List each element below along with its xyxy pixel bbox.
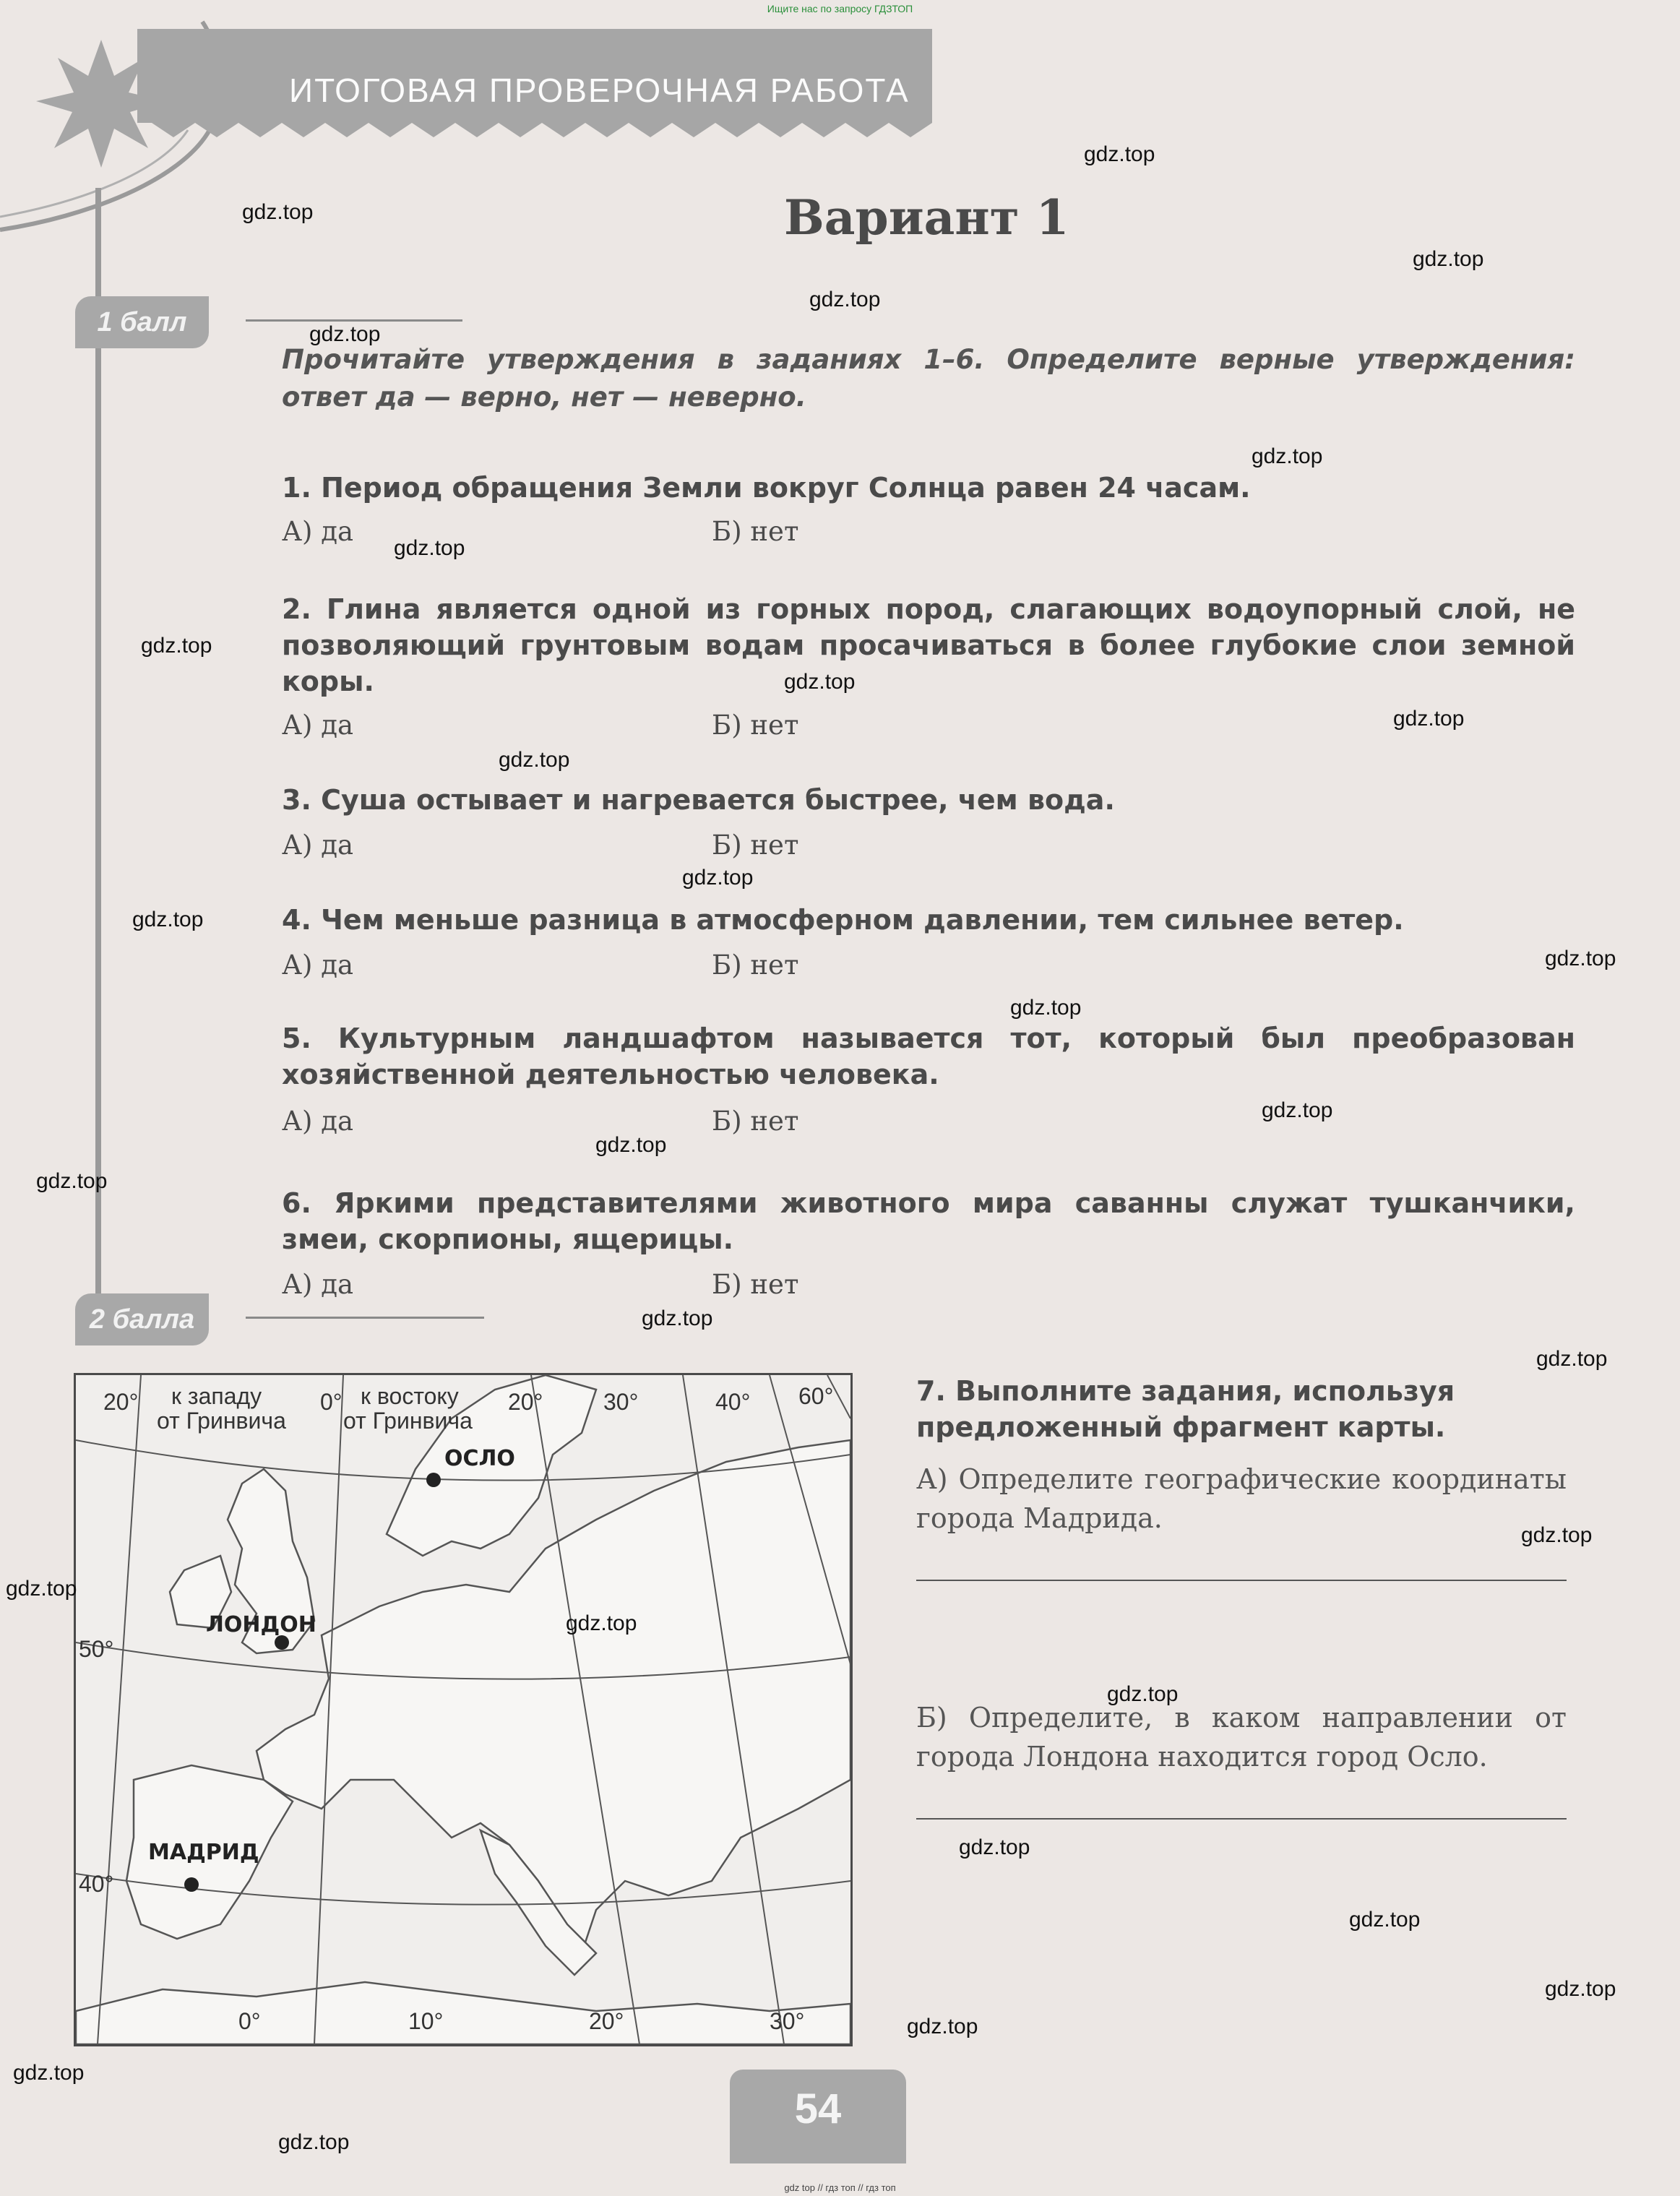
answer-2-no[interactable]: Б) нет bbox=[712, 710, 799, 741]
watermark: gdz.top bbox=[242, 200, 314, 224]
map-tick-bottom-1: 10° bbox=[408, 2008, 444, 2034]
map-tick-top-4: 40° bbox=[715, 1389, 751, 1415]
answer-3-no[interactable]: Б) нет bbox=[712, 830, 799, 861]
watermark: gdz.top bbox=[959, 1835, 1030, 1859]
variant-title: Вариант 1 bbox=[784, 189, 1069, 246]
watermark: gdz.top bbox=[132, 908, 204, 931]
africa-shape bbox=[76, 1982, 850, 2044]
answer-1-no[interactable]: Б) нет bbox=[712, 516, 799, 547]
task7-title: 7. Выполните задания, используя предложенный фрагмент карты. bbox=[916, 1375, 1455, 1443]
map-tick-bottom-3: 30° bbox=[770, 2008, 805, 2034]
watermark: gdz.top bbox=[682, 866, 754, 890]
instructions: Прочитайте утверждения в заданиях 1–6. Определите верные утверждения: ответ да — верно, нет — неверно. bbox=[282, 344, 1575, 413]
madrid-dot bbox=[184, 1877, 199, 1892]
answer-2-yes[interactable]: А) да bbox=[282, 710, 354, 741]
watermark: gdz.top bbox=[1349, 1908, 1421, 1932]
madrid-label: МАДРИД bbox=[148, 1840, 259, 1865]
question-4: 4. Чем меньше разница в атмосферном давлении, тем сильнее ветер. bbox=[282, 904, 1404, 936]
map-tick-top-0: 20° bbox=[103, 1389, 139, 1415]
watermark: gdz.top bbox=[1252, 444, 1323, 468]
watermark: gdz.top bbox=[1413, 247, 1484, 271]
watermark: gdz.top bbox=[6, 1577, 77, 1601]
watermark: gdz.top bbox=[566, 1611, 637, 1635]
london-label: ЛОНДОН bbox=[206, 1612, 316, 1637]
watermark: gdz.top bbox=[1521, 1523, 1593, 1547]
watermark: gdz.top bbox=[141, 634, 212, 658]
map-west-label-1: к западу bbox=[171, 1383, 262, 1409]
question-2: 2. Глина является одной из горных пород, слагающих водоупорный слой, не позволяющий грунтовым водам просачиваться в более глубокие слои земной коры. bbox=[282, 593, 1575, 697]
map-tick-left-0: 50° bbox=[79, 1636, 114, 1662]
badge-2-points: 2 балла bbox=[75, 1293, 209, 1345]
answer-1-yes[interactable]: А) да bbox=[282, 516, 354, 547]
page-number: 54 bbox=[794, 2085, 842, 2132]
answer-5-no[interactable]: Б) нет bbox=[712, 1106, 799, 1137]
watermark: gdz.top bbox=[1107, 1682, 1179, 1706]
task7-b-answer-line[interactable] bbox=[916, 1818, 1567, 1820]
map-east-label-1: к востоку bbox=[361, 1383, 459, 1409]
watermark: gdz.top bbox=[595, 1133, 667, 1157]
europe-map bbox=[74, 1373, 853, 2046]
watermark: gdz.top bbox=[1545, 947, 1616, 970]
watermark: gdz.top bbox=[499, 748, 570, 772]
question-6: 6. Яркими представителями животного мира саванны служат тушканчики, змеи, скорпионы, ящерицы. bbox=[282, 1187, 1575, 1255]
badge-2-line bbox=[246, 1317, 484, 1319]
answer-6-yes[interactable]: А) да bbox=[282, 1269, 354, 1300]
watermark: gdz.top bbox=[1262, 1098, 1333, 1122]
question-1: 1. Период обращения Земли вокруг Солнца равен 24 часам. bbox=[282, 472, 1251, 504]
watermark: gdz.top bbox=[784, 670, 856, 694]
london-dot bbox=[275, 1635, 289, 1650]
oslo-dot bbox=[426, 1473, 441, 1487]
map-tick-top-5: 60° bbox=[798, 1383, 834, 1409]
watermark: gdz.top bbox=[642, 1306, 713, 1330]
answer-4-no[interactable]: Б) нет bbox=[712, 950, 799, 981]
answer-4-yes[interactable]: А) да bbox=[282, 950, 354, 981]
question-5: 5. Культурным ландшафтом называется тот, который был преобразован хозяйственной деятельностью человека. bbox=[282, 1022, 1575, 1090]
watermark: gdz.top bbox=[394, 536, 465, 560]
watermark: gdz.top bbox=[809, 288, 881, 311]
watermark: gdz.top bbox=[1393, 707, 1465, 731]
task7-a-answer-line[interactable] bbox=[916, 1580, 1567, 1581]
margin-line bbox=[95, 188, 101, 1330]
watermark: gdz.top bbox=[13, 2061, 85, 2085]
badge-1-line bbox=[246, 319, 462, 322]
watermark: gdz.top bbox=[278, 2130, 350, 2154]
map-tick-left-1: 40° bbox=[79, 1871, 114, 1897]
task7-b: Б) Определите, в каком направлении от города Лондона находится город Осло. bbox=[916, 1702, 1567, 1773]
map-tick-top-3: 30° bbox=[603, 1389, 639, 1415]
watermark: gdz.top bbox=[309, 322, 381, 346]
answer-6-no[interactable]: Б) нет bbox=[712, 1269, 799, 1300]
watermark: gdz.top bbox=[36, 1169, 108, 1193]
watermark: gdz.top bbox=[907, 2015, 978, 2038]
map-tick-top-2: 20° bbox=[508, 1389, 543, 1415]
watermark: gdz.top bbox=[1084, 142, 1155, 166]
map-west-label-2: от Гринвича bbox=[157, 1408, 286, 1434]
question-3: 3. Суша остывает и нагревается быстрее, чем вода. bbox=[282, 784, 1115, 816]
map-east-label-2: от Гринвича bbox=[343, 1408, 473, 1434]
watermark: gdz.top bbox=[1536, 1347, 1608, 1371]
map-tick-bottom-2: 20° bbox=[589, 2008, 624, 2034]
task7-a: А) Определите географические координаты города Мадрида. bbox=[916, 1463, 1567, 1534]
bottom-note: gdz top // гдз топ // гдз топ bbox=[784, 2182, 896, 2193]
header-title: ИТОГОВАЯ ПРОВЕРОЧНАЯ РАБОТА bbox=[289, 72, 910, 109]
answer-3-yes[interactable]: А) да bbox=[282, 830, 354, 861]
map-tick-bottom-0: 0° bbox=[238, 2008, 261, 2034]
answer-5-yes[interactable]: А) да bbox=[282, 1106, 354, 1137]
map-tick-top-1: 0° bbox=[320, 1389, 343, 1415]
badge-1-point: 1 балл bbox=[75, 296, 209, 348]
oslo-label: ОСЛО bbox=[444, 1446, 515, 1471]
top-note: Ищите нас по запросу ГДЗТОП bbox=[767, 3, 913, 14]
watermark: gdz.top bbox=[1545, 1977, 1616, 2001]
watermark: gdz.top bbox=[1010, 996, 1082, 1020]
